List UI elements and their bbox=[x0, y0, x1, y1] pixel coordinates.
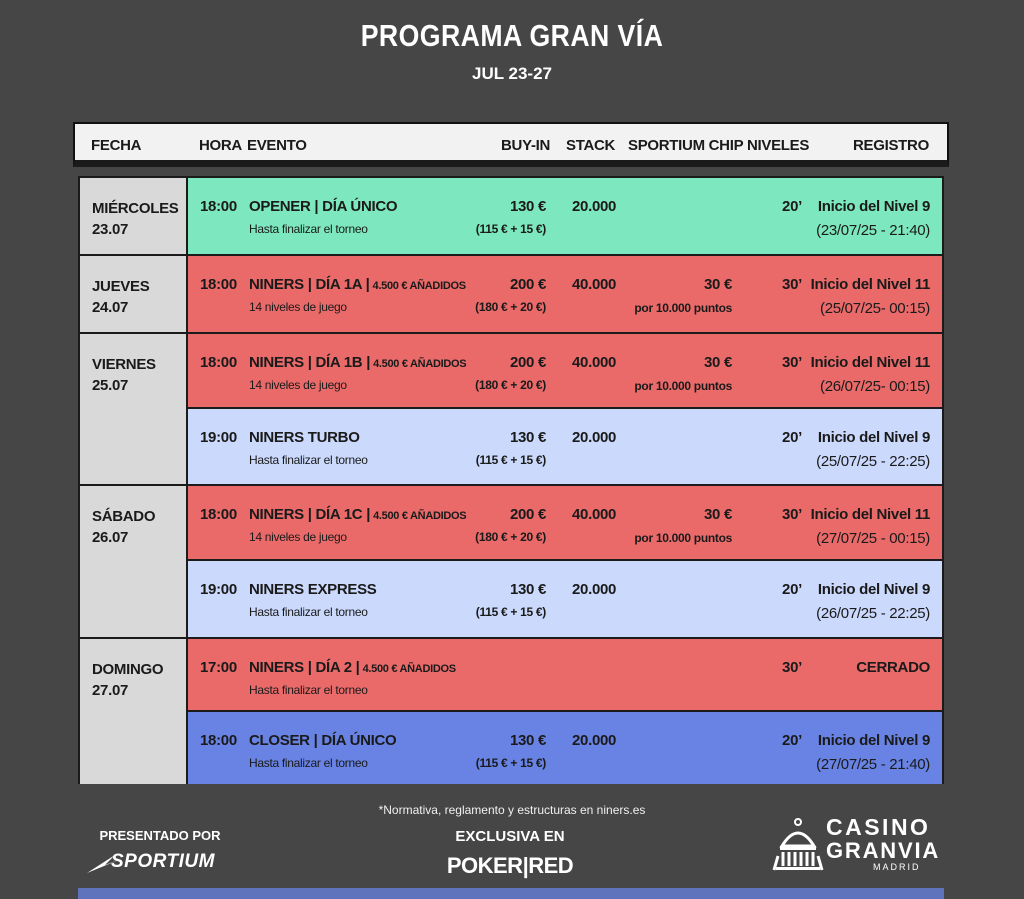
event-row bbox=[186, 486, 942, 561]
event-name bbox=[249, 732, 396, 749]
header-fecha: FECHA bbox=[91, 137, 142, 154]
page-subtitle: JUL 23-27 bbox=[471, 64, 552, 83]
table-header bbox=[73, 122, 949, 167]
day-cell bbox=[80, 256, 186, 334]
event-stack: 20.000 bbox=[572, 581, 617, 598]
event-title: NINERS EXPRESS bbox=[249, 581, 377, 598]
day-name: JUEVES bbox=[92, 278, 150, 295]
event-time: 17:00 bbox=[200, 659, 237, 676]
day-cell bbox=[80, 639, 186, 784]
event-stack: 40.000 bbox=[572, 506, 617, 523]
event-row bbox=[186, 334, 942, 409]
event-row bbox=[186, 639, 942, 712]
day-date: 23.07 bbox=[92, 221, 129, 238]
event-added-tag: 4.500 € AÑADIDOS bbox=[373, 358, 467, 370]
event-name bbox=[249, 429, 360, 446]
event-buyin-detail: (115 € + 15 €) bbox=[475, 222, 546, 236]
event-title: CLOSER | DÍA ÚNICO bbox=[249, 732, 397, 749]
day-date: 26.07 bbox=[92, 529, 129, 546]
event-buyin-detail: (115 € + 15 €) bbox=[475, 756, 546, 770]
event-time: 19:00 bbox=[200, 581, 237, 598]
event-buyin: 130 € bbox=[509, 198, 546, 215]
event-name bbox=[249, 198, 397, 215]
event-stack: 20.000 bbox=[572, 198, 617, 215]
event-title: NINERS | DÍA 1C | bbox=[249, 506, 371, 523]
event-title: NINERS | DÍA 1A | bbox=[249, 276, 370, 293]
event-buyin-detail: (180 € + 20 €) bbox=[475, 378, 546, 392]
exclusive-label: EXCLUSIVA EN bbox=[455, 828, 565, 845]
event-row bbox=[186, 256, 942, 334]
day-name: VIERNES bbox=[92, 356, 156, 373]
event-buyin: 130 € bbox=[509, 581, 546, 598]
event-added-tag: 4.500 € AÑADIDOS bbox=[362, 663, 456, 675]
event-stack: 40.000 bbox=[572, 354, 617, 371]
event-subtitle: 14 niveles de juego bbox=[249, 378, 347, 392]
event-chip: 30 € bbox=[704, 276, 732, 293]
event-title: NINERS | DÍA 1B | bbox=[249, 354, 371, 371]
event-buyin: 200 € bbox=[509, 354, 546, 371]
presented-by-label: PRESENTADO POR bbox=[99, 828, 221, 843]
day-date: 27.07 bbox=[92, 682, 129, 699]
casino-building-icon bbox=[772, 816, 824, 872]
event-levels: 20’ bbox=[782, 198, 802, 215]
header-evento: EVENTO bbox=[247, 137, 307, 154]
event-registration: Inicio del Nivel 9 bbox=[817, 198, 930, 215]
event-chip: 30 € bbox=[704, 354, 732, 371]
event-registration: Inicio del Nivel 11 bbox=[810, 276, 930, 293]
header-niveles: NIVELES bbox=[747, 137, 810, 154]
event-name bbox=[249, 506, 466, 523]
event-levels: 20’ bbox=[782, 581, 802, 598]
event-buyin-detail: (180 € + 20 €) bbox=[475, 300, 546, 314]
event-row bbox=[186, 561, 942, 639]
event-stack: 20.000 bbox=[572, 732, 617, 749]
day-name: DOMINGO bbox=[92, 661, 164, 678]
casino-name-line1: CASINO bbox=[826, 814, 931, 840]
event-title: NINERS | DÍA 2 | bbox=[249, 659, 360, 676]
header-registro: REGISTRO bbox=[853, 137, 929, 154]
event-stack: 40.000 bbox=[572, 276, 617, 293]
pokerred-logo: POKER|RED bbox=[446, 853, 574, 878]
event-time: 18:00 bbox=[200, 276, 237, 293]
event-name bbox=[249, 659, 456, 676]
event-registration: Inicio del Nivel 9 bbox=[817, 581, 930, 598]
casino-city: MADRID bbox=[873, 862, 921, 872]
event-time: 18:00 bbox=[200, 506, 237, 523]
event-added-tag: 4.500 € AÑADIDOS bbox=[373, 510, 467, 522]
event-buyin-detail: (115 € + 15 €) bbox=[475, 453, 546, 467]
header-stack: STACK bbox=[566, 137, 616, 154]
event-added-tag: 4.500 € AÑADIDOS bbox=[372, 280, 466, 292]
event-subtitle: Hasta finalizar el torneo bbox=[249, 222, 368, 236]
event-registration-detail: (26/07/25- 00:15) bbox=[820, 378, 930, 395]
event-levels: 30’ bbox=[782, 506, 802, 523]
footnote: *Normativa, reglamento y estructuras en niners.es bbox=[378, 803, 646, 817]
event-buyin: 200 € bbox=[509, 276, 546, 293]
event-chip: 30 € bbox=[704, 506, 732, 523]
event-subtitle: Hasta finalizar el torneo bbox=[249, 453, 368, 467]
event-time: 19:00 bbox=[200, 429, 237, 446]
day-cell bbox=[80, 334, 186, 486]
schedule-table bbox=[78, 176, 944, 784]
header-chip: SPORTIUM CHIP bbox=[628, 137, 744, 154]
event-buyin-detail: (115 € + 15 €) bbox=[475, 605, 546, 619]
event-row bbox=[186, 178, 942, 256]
day-name: MIÉRCOLES bbox=[92, 200, 179, 217]
event-buyin-detail: (180 € + 20 €) bbox=[475, 530, 546, 544]
event-name bbox=[249, 354, 466, 371]
sponsor-name: SPORTIUM bbox=[111, 851, 215, 872]
event-levels: 20’ bbox=[782, 732, 802, 749]
event-name bbox=[249, 276, 466, 293]
event-stack: 20.000 bbox=[572, 429, 617, 446]
sportium-logo bbox=[85, 849, 215, 875]
cropped-row-remnant bbox=[78, 888, 944, 899]
event-title: OPENER | DÍA ÚNICO bbox=[249, 198, 398, 215]
event-row bbox=[186, 409, 942, 486]
event-subtitle: 14 niveles de juego bbox=[249, 530, 347, 544]
event-buyin: 200 € bbox=[509, 506, 546, 523]
header-hora: HORA bbox=[199, 137, 242, 154]
event-registration-detail: (27/07/25 - 21:40) bbox=[816, 756, 930, 773]
event-registration-detail: (27/07/25 - 00:15) bbox=[816, 530, 930, 547]
event-time: 18:00 bbox=[200, 354, 237, 371]
casino-name-line2: GRANVIA bbox=[826, 838, 941, 863]
event-registration: Inicio del Nivel 11 bbox=[810, 506, 930, 523]
event-subtitle: Hasta finalizar el torneo bbox=[249, 605, 368, 619]
event-time: 18:00 bbox=[200, 732, 237, 749]
event-chip-detail: por 10.000 puntos bbox=[634, 531, 732, 545]
event-registration: CERRADO bbox=[856, 659, 930, 676]
page-title: PROGRAMA GRAN VÍA bbox=[360, 18, 664, 53]
event-registration: Inicio del Nivel 9 bbox=[817, 429, 930, 446]
day-date: 24.07 bbox=[92, 299, 129, 316]
day-cell bbox=[80, 178, 186, 256]
event-registration-detail: (26/07/25 - 22:25) bbox=[816, 605, 930, 622]
event-registration: Inicio del Nivel 11 bbox=[810, 354, 930, 371]
event-levels: 30’ bbox=[782, 276, 802, 293]
event-registration-detail: (25/07/25 - 22:25) bbox=[816, 453, 930, 470]
event-registration: Inicio del Nivel 9 bbox=[817, 732, 930, 749]
event-levels: 20’ bbox=[782, 429, 802, 446]
event-registration-detail: (23/07/25 - 21:40) bbox=[816, 222, 930, 239]
day-name: SÁBADO bbox=[92, 508, 156, 525]
event-registration-detail: (25/07/25- 00:15) bbox=[820, 300, 930, 317]
day-cell bbox=[80, 486, 186, 639]
event-subtitle: Hasta finalizar el torneo bbox=[249, 683, 368, 697]
event-chip-detail: por 10.000 puntos bbox=[634, 301, 732, 315]
event-levels: 30’ bbox=[782, 659, 802, 676]
event-name bbox=[249, 581, 377, 598]
event-levels: 30’ bbox=[782, 354, 802, 371]
header-buyin: BUY-IN bbox=[501, 137, 551, 154]
event-chip-detail: por 10.000 puntos bbox=[634, 379, 732, 393]
event-buyin: 130 € bbox=[509, 732, 546, 749]
event-row bbox=[186, 712, 942, 784]
event-subtitle: 14 niveles de juego bbox=[249, 300, 347, 314]
event-subtitle: Hasta finalizar el torneo bbox=[249, 756, 368, 770]
event-time: 18:00 bbox=[200, 198, 237, 215]
day-date: 25.07 bbox=[92, 377, 129, 394]
event-buyin: 130 € bbox=[509, 429, 546, 446]
event-title: NINERS TURBO bbox=[249, 429, 360, 446]
